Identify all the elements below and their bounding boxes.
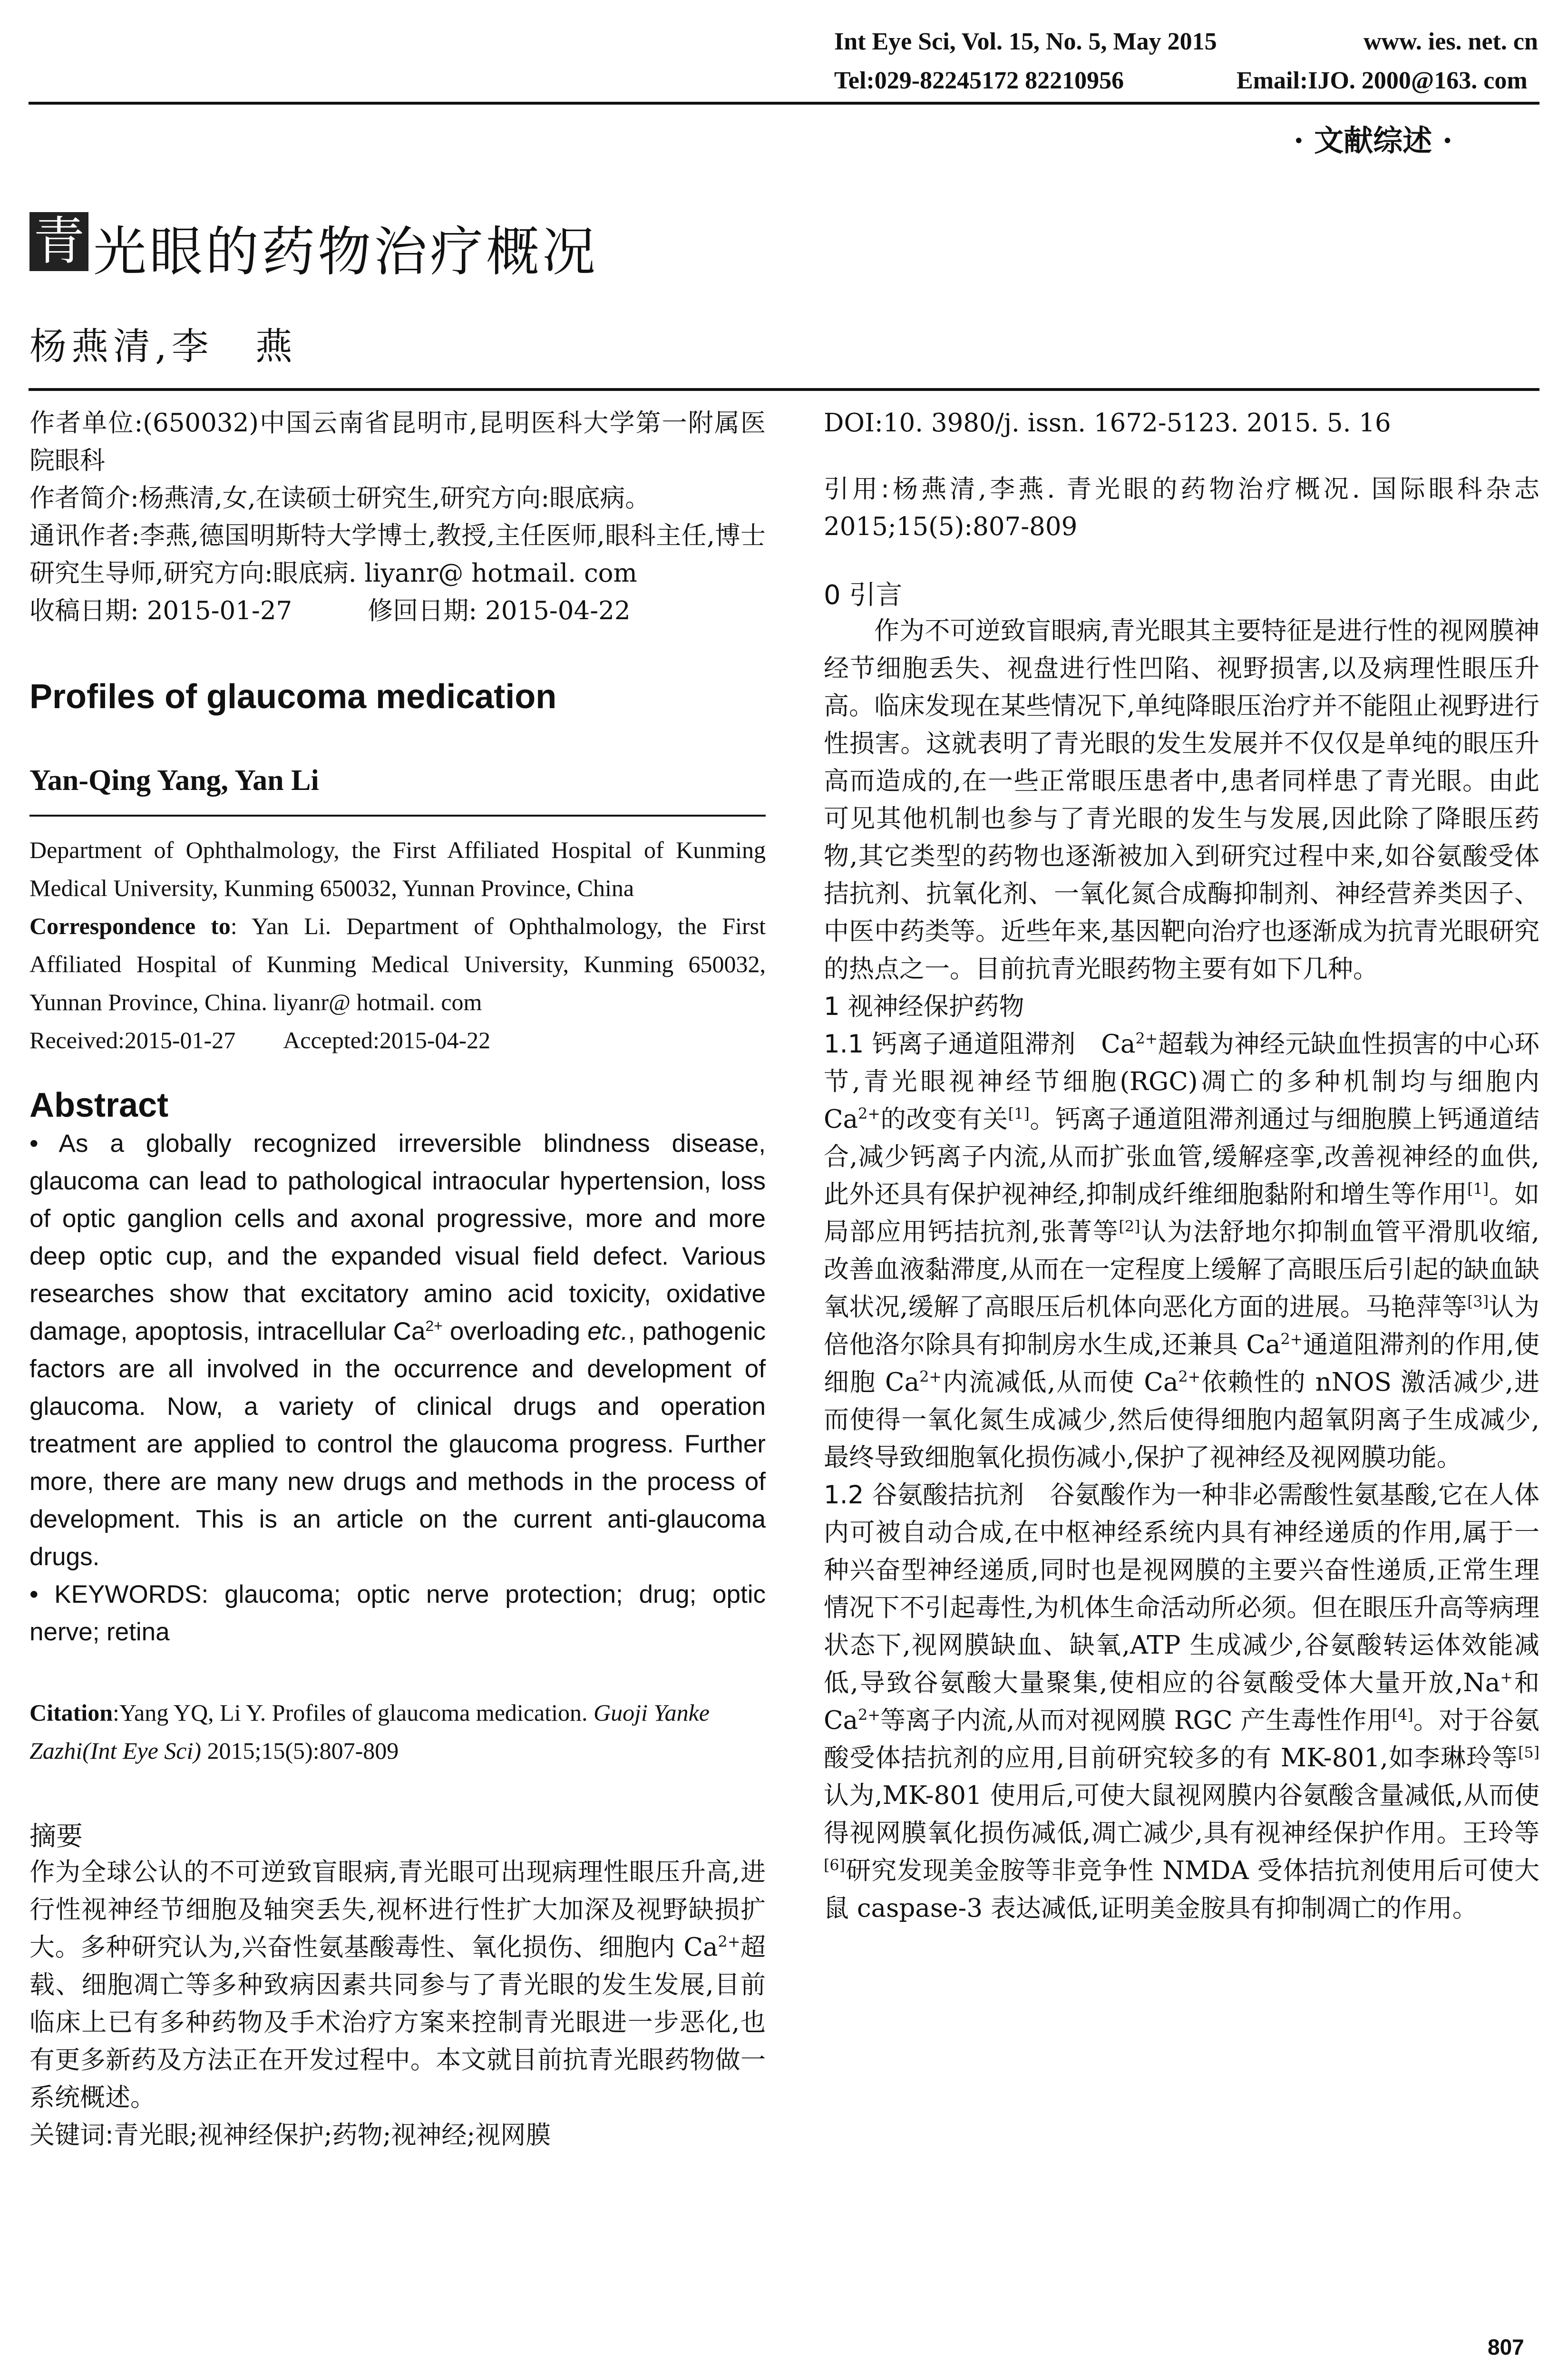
affiliation-cn: 作者单位:(650032)中国云南省昆明市,昆明医科大学第一附属医院眼科 <box>29 409 766 475</box>
ref-1-a[interactable]: [1] <box>1008 1105 1030 1123</box>
s11-sup-3: 2+ <box>1280 1330 1303 1348</box>
s11-sup-2: 2+ <box>858 1105 881 1123</box>
section-label: · 文献综述 · <box>1294 123 1453 158</box>
article-title: 光眼的药物治疗概况 <box>93 221 598 283</box>
citation-en <box>29 1694 766 1770</box>
english-title: Profiles of glaucoma medication <box>29 678 557 716</box>
s11-sup-1: 2+ <box>1135 1030 1158 1048</box>
abstract-text-2: overloading <box>442 1317 588 1345</box>
english-department: Department of Ophthalmology, the First Affiliated Hospital of Kunming Medical University, Kunming 650032, Yunnan Province, China <box>29 837 766 901</box>
keywords-cn <box>29 2116 766 2154</box>
s11-text-i: 内流减低,从而使 Ca <box>942 1368 1178 1397</box>
english-authors: Yan-Qing Yang, Yan Li <box>29 764 319 797</box>
abstract-etc: etc. <box>587 1317 628 1345</box>
section-1-2-heading: 1.2 谷氨酸拮抗剂 <box>824 1481 1024 1510</box>
citation-text: :Yang YQ, Li Y. Profiles of glaucoma medication. <box>113 1699 594 1726</box>
journal-website[interactable]: www. ies. net. cn <box>1363 28 1538 55</box>
citation-rest: 2015;15(5):807-809 <box>201 1737 399 1764</box>
s11-text-c: 的改变有关 <box>880 1105 1008 1134</box>
section-1-2-body <box>824 1476 1539 1927</box>
header-rule <box>29 102 1539 105</box>
s12-text-b: 和 Ca <box>824 1668 1540 1735</box>
citation-journal: Guoji Yanke Zazhi(Int Eye Sci) <box>29 1699 710 1764</box>
s12-text-f: 研究发现美金胺等非竞争性 NMDA 受体拮抗剂使用后可使大鼠 caspase-3 表达减低,证明美金胺具有抑制凋亡的作用。 <box>824 1856 1539 1923</box>
s11-text-b: 超载为神经元缺血性损害的中心环节,青光眼视神经节细胞(RGC)凋亡的多种机制均与细胞内 Ca <box>824 1030 1540 1134</box>
s12-text-e: 认为,MK-801 使用后,可使大鼠视网膜内谷氨酸含量减低,从而使得视网膜氧化损伤减低,凋亡减少,具有视神经保护作用。王玲等 <box>824 1781 1539 1848</box>
title-first-char: 青 <box>29 212 88 271</box>
s11-text-f: 认为法舒地尔抑制血管平滑肌收缩,改善血液黏滞度,从而在一定程度上缓解了高眼压后引起的缺血缺氧状况,缓解了高眼压后机体向恶化方面的进展。马艳萍等 <box>824 1218 1539 1322</box>
abstract-sup: 2+ <box>425 1317 443 1335</box>
dates-cn: 收稿日期: 2015-01-27 修回日期: 2015-04-22 <box>29 596 631 625</box>
keywords-cn-text: 青光眼;视神经保护;药物;视神经;视网膜 <box>113 2121 551 2150</box>
ref-4[interactable]: [4] <box>1392 1706 1413 1724</box>
ref-6[interactable]: [6] <box>824 1856 846 1874</box>
s11-sup-5: 2+ <box>1178 1368 1201 1386</box>
section-1-1-heading: 1.1 钙离子通道阻滞剂 <box>824 1030 1076 1059</box>
section-1-1-body <box>824 1025 1539 1476</box>
abstract-cn-text-1: 作为全球公认的不可逆致盲眼病,青光眼可出现病理性眼压升高,进行性视神经节细胞及轴突丢失,视杯进行性扩大加深及视野缺损扩大。多种研究认为,兴奋性氨基酸毒性、氧化损伤、细胞内 Ca <box>29 1858 766 1962</box>
citation-cn <box>824 470 1539 546</box>
s11-text-h: 通道阻滞剂的作用,使细胞 Ca <box>824 1330 1539 1397</box>
s12-text-c: 等离子内流,从而对视网膜 RGC 产生毒性作用 <box>880 1706 1392 1735</box>
citation-cn-label: 引用: <box>824 475 890 504</box>
abstract-text-3: , pathogenic factors are all involved in the occurrence and development of glaucoma. Now, a variety of clinical drugs and operation treatment are applied to control the glaucoma progress. Further more, there are many new drugs and methods in the process of development. This is an article on the current anti-glaucoma drugs. <box>29 1317 766 1571</box>
author-bio-cn: 作者简介:杨燕清,女,在读硕士研究生,研究方向:眼底病。 <box>29 484 651 513</box>
correspondence-cn: 通讯作者:李燕,德国明斯特大学博士,教授,主任医师,眼科主任,博士研究生导师,研究方向:眼底病. liyanr@ hotmail. com <box>29 521 766 588</box>
left-column <box>29 404 766 2154</box>
citation-label: Citation <box>29 1699 113 1726</box>
s12-sup-plus: + <box>1500 1668 1513 1686</box>
abstract-cn-text-2: 超载、细胞凋亡等多种致病因素共同参与了青光眼的发生发展,目前临床上已有多种药物及手术治疗方案来控制青光眼进一步恶化,也有更多新药及方法正在开发过程中。本文就目前抗青光眼药物做一系统概述。 <box>29 1933 766 2112</box>
s12-sup-1: 2+ <box>858 1706 881 1724</box>
abstract-body <box>29 1125 766 1576</box>
s11-text-g: 认为倍他洛尔除具有抑制房水生成,还兼具 Ca <box>824 1293 1539 1359</box>
correspondence-label: Correspondence to <box>29 913 231 939</box>
keywords-cn-label: 关键词: <box>29 2121 114 2150</box>
section-1-heading: 1 视神经保护药物 <box>824 992 1024 1021</box>
s11-text-j: 依赖性的 nNOS 激活减少,进而使得一氧化氮生成减少,然后使得细胞内超氧阴离子生成减少,最终导致细胞氧化损伤减小,保护了视神经及视网膜功能。 <box>824 1368 1539 1472</box>
right-column <box>824 404 1539 1927</box>
ref-5[interactable]: [5] <box>1518 1744 1539 1762</box>
abstract-cn-sup: 2+ <box>718 1933 740 1951</box>
authors-cn: 杨燕清,李 燕 <box>29 325 297 368</box>
journal-info: Int Eye Sci, Vol. 15, No. 5, May 2015 <box>834 28 1217 55</box>
s12-text-a: 谷氨酸作为一种非必需酸性氨基酸,它在人体内可被自动合成,在中枢神经系统内具有神经递质的作用,属于一种兴奋型神经递质,同时也是视网膜的主要兴奋性递质,正常生理情况下不引起毒性,为机体生命活动所必须。但在眼压升高等病理状态下,视网膜缺血、缺氧,ATP 生成减少,谷氨酸转运体效能减低,导致谷氨酸大量聚集,使相应的谷氨酸受体大量开放,Na <box>824 1481 1539 1697</box>
journal-email[interactable]: Email:IJO. 2000@163. com <box>1237 67 1528 94</box>
s11-text-d: 。钙离子通道阻滞剂通过与细胞膜上钙通道结合,减少钙离子内流,从而扩张血管,缓解痉挛,改善视神经的血供,此外还具有保护视神经,抑制成纤维细胞黏附和增生等作用 <box>824 1105 1540 1209</box>
abstract-keywords: • KEYWORDS: glaucoma; optic nerve protection; drug; optic nerve; retina <box>29 1580 766 1646</box>
ref-1-b[interactable]: [1] <box>1467 1180 1489 1198</box>
s11-text-a: Ca <box>1075 1030 1136 1059</box>
section-0-body: 作为不可逆致盲眼病,青光眼其主要特征是进行性的视网膜神经节细胞丢失、视盘进行性凹陷、视野损害,以及病理性眼压升高。临床发现在某些情况下,单纯降眼压治疗并不能阻止视野进行性损害。这就表明了青光眼的发生发展并不仅仅是单纯的眼压升高而造成的,在一些正常眼压患者中,患者同样患了青光眼。由此可见其他机制也参与了青光眼的发生与发展,因此除了降眼压药物,其它类型的药物也逐渐被加入到研究过程中来,如谷氨酸受体拮抗剂、抗氧化剂、一氧化氮合成酶抑制剂、神经营养类因子、中医中药类等。近些年来,基因靶向治疗也逐渐成为抗青光眼研究的热点之一。目前抗青光眼药物主要有如下几种。 <box>824 616 1539 984</box>
s11-text-e: 。如局部应用钙拮抗剂,张菁等 <box>824 1180 1539 1247</box>
s11-sup-4: 2+ <box>919 1368 942 1386</box>
journal-tel: Tel:029-82245172 82210956 <box>834 67 1124 94</box>
section-0-heading: 0 引言 <box>824 580 903 611</box>
abstract-heading: Abstract <box>29 1086 169 1124</box>
page-number: 807 <box>1488 2335 1524 2359</box>
ref-2[interactable]: [2] <box>1119 1218 1140 1236</box>
journal-header <box>0 0 1568 109</box>
correspondence-text: : Yan Li. Department of Ophthalmology, the First Affiliated Hospital of Kunming Medical University, Kunming 650032, Yunnan Province, China. liyanr@ hotmail. com <box>29 913 766 1015</box>
ref-3[interactable]: [3] <box>1467 1293 1489 1311</box>
english-rule <box>29 815 766 817</box>
doi[interactable]: DOI:10. 3980/j. issn. 1672-5123. 2015. 5. 16 <box>824 409 1391 438</box>
s12-text-d: 。对于谷氨酸受体拮抗剂的应用,目前研究较多的有 MK-801,如李琳玲等 <box>824 1706 1540 1773</box>
abstract-text-1: • As a globally recognized irreversible blindness disease, glaucoma can lead to pathological intraocular hypertension, loss of optic ganglion cells and axonal progressive, more and more deep optic cup, and the expanded visual field defect. Various researches show that excitatory amino acid toxicity, oxidative damage, apoptosis, intracellular Ca <box>29 1130 766 1345</box>
abstract-cn-heading: 摘要 <box>29 1821 83 1852</box>
title-rule <box>29 388 1539 391</box>
abstract-cn-body <box>29 1853 766 2116</box>
citation-cn-text: 杨燕清,李燕. 青光眼的药物治疗概况. 国际眼科杂志 2015;15(5):807-809 <box>824 475 1539 541</box>
english-correspondence <box>29 907 766 1021</box>
english-dates: Received:2015-01-27 Accepted:2015-04-22 <box>29 1027 491 1053</box>
